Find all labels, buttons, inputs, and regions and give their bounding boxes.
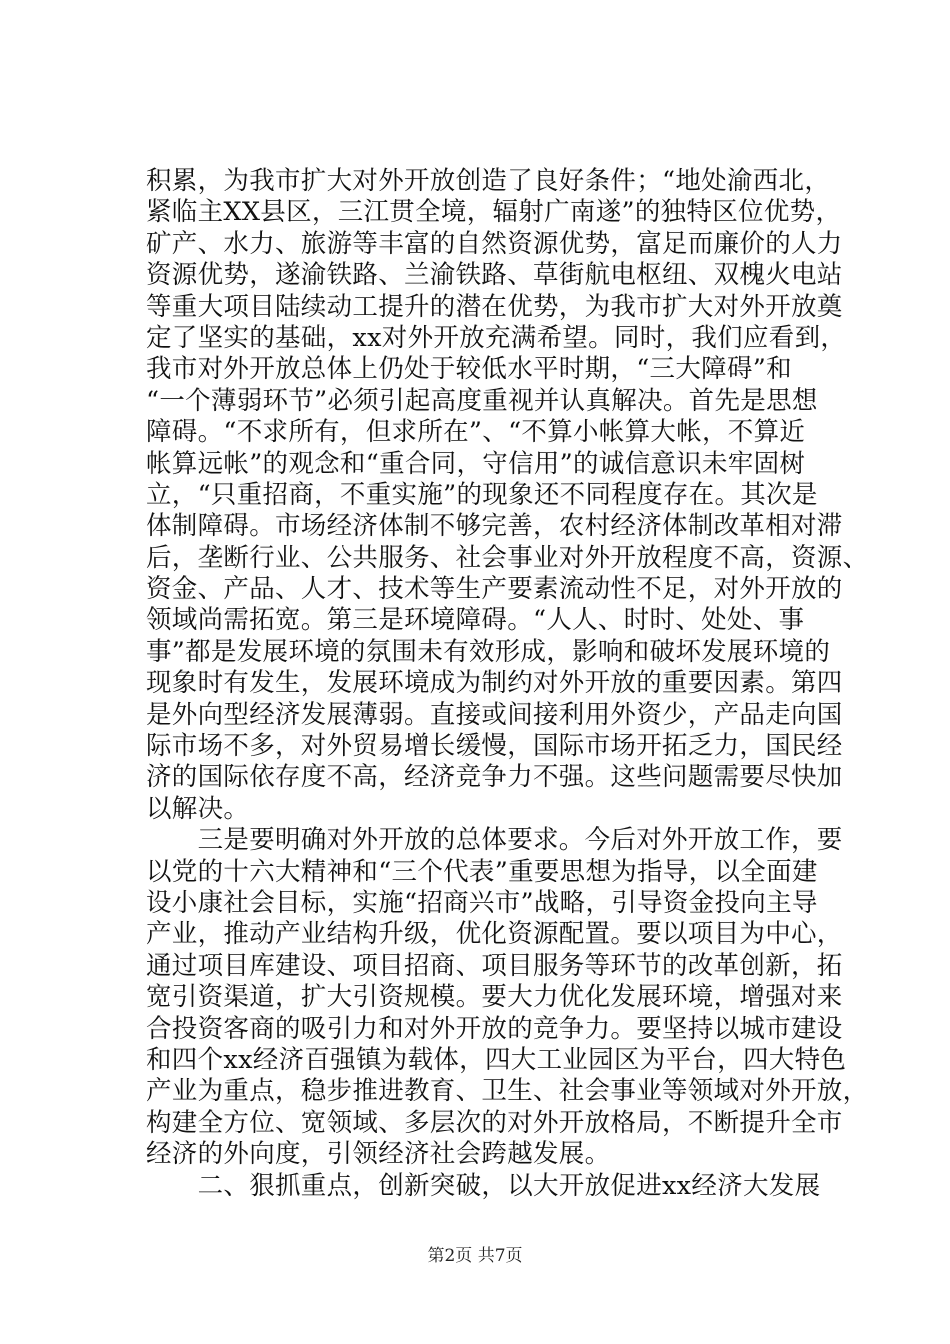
text-line: 现象时有发生，发展环境成为制约对外开放的重要因素。第四 <box>146 668 843 699</box>
text-line: 帐算远帐”的观念和“重合同，守信用”的诚信意识未牢固树 <box>146 448 806 479</box>
text-line: 立，“只重招商，不重实施”的现象还不同程度存在。其次是 <box>146 479 818 510</box>
text-line: 合投资客商的吸引力和对外开放的竞争力。要坚持以城市建设 <box>146 1013 843 1044</box>
section-heading: 二、狠抓重点，创新突破，以大开放促进xx经济大发展 <box>146 1170 821 1201</box>
text-line: 我市对外开放总体上仍处于较低水平时期，“三大障碍”和 <box>146 354 792 385</box>
text-line: “一个薄弱环节”必须引起高度重视并认真解决。首先是思想 <box>146 385 818 416</box>
text-line: 通过项目库建设、项目招商、项目服务等环节的改革创新，拓 <box>146 950 843 981</box>
text-line: 是外向型经济发展薄弱。直接或间接利用外资少，产品走向国 <box>146 699 843 730</box>
text-line: 后，垄断行业、公共服务、社会事业对外开放程度不高，资源、 <box>146 542 869 573</box>
text-line: 设小康社会目标，实施“招商兴市”战略，引导资金投向主导 <box>146 887 818 918</box>
text-line: 三是要明确对外开放的总体要求。今后对外开放工作，要 <box>146 825 843 856</box>
body-text <box>146 166 869 1202</box>
text-line: 和四个xx经济百强镇为载体，四大工业园区为平台，四大特色 <box>146 1044 847 1075</box>
text-line: 事”都是发展环境的氛围未有效形成，影响和破坏发展环境的 <box>146 636 831 667</box>
text-line: 以党的十六大精神和“三个代表”重要思想为指导，以全面建 <box>146 856 818 887</box>
text-line: 积累，为我市扩大对外开放创造了良好条件；“地处渝西北， <box>146 166 831 196</box>
text-line: 产业为重点，稳步推进教育、卫生、社会事业等领域对外开放， <box>146 1076 869 1107</box>
text-line: 宽引资渠道，扩大引资规模。要大力优化发展环境，增强对来 <box>146 982 843 1013</box>
page-number-footer: 第2页 共7页 <box>427 1246 523 1266</box>
text-line: 构建全方位、宽领域、多层次的对外开放格局，不断提升全市 <box>146 1107 843 1138</box>
text-line: 产业，推动产业结构升级，优化资源配置。要以项目为中心， <box>146 919 843 950</box>
text-line: 紧临主XX县区，三江贯全境，辐射广南遂”的独特区位优势， <box>146 197 842 228</box>
text-line: 领域尚需拓宽。第三是环境障碍。“人人、时时、处处、事 <box>146 605 805 636</box>
text-line: 经济的外向度，引领经济社会跨越发展。 <box>146 1139 611 1170</box>
text-line: 矿产、水力、旅游等丰富的自然资源优势，富足而廉价的人力 <box>146 228 843 259</box>
text-line: 定了坚实的基础，xx对外开放充满希望。同时，我们应看到， <box>146 322 847 353</box>
text-line: 资金、产品、人才、技术等生产要素流动性不足，对外开放的 <box>146 574 843 605</box>
text-line: 障碍。“不求所有，但求所在”、“不算小帐算大帐，不算近 <box>146 417 806 448</box>
text-line: 体制障碍。市场经济体制不够完善，农村经济体制改革相对滞 <box>146 511 843 542</box>
text-line: 以解决。 <box>146 793 250 824</box>
text-line: 际市场不多，对外贸易增长缓慢，国际市场开拓乏力，国民经 <box>146 731 843 762</box>
text-line: 等重大项目陆续动工提升的潜在优势，为我市扩大对外开放奠 <box>146 291 843 322</box>
text-line: 资源优势，遂渝铁路、兰渝铁路、草街航电枢纽、双槐火电站 <box>146 260 843 291</box>
text-line: 济的国际依存度不高，经济竞争力不强。这些问题需要尽快加 <box>146 762 843 793</box>
